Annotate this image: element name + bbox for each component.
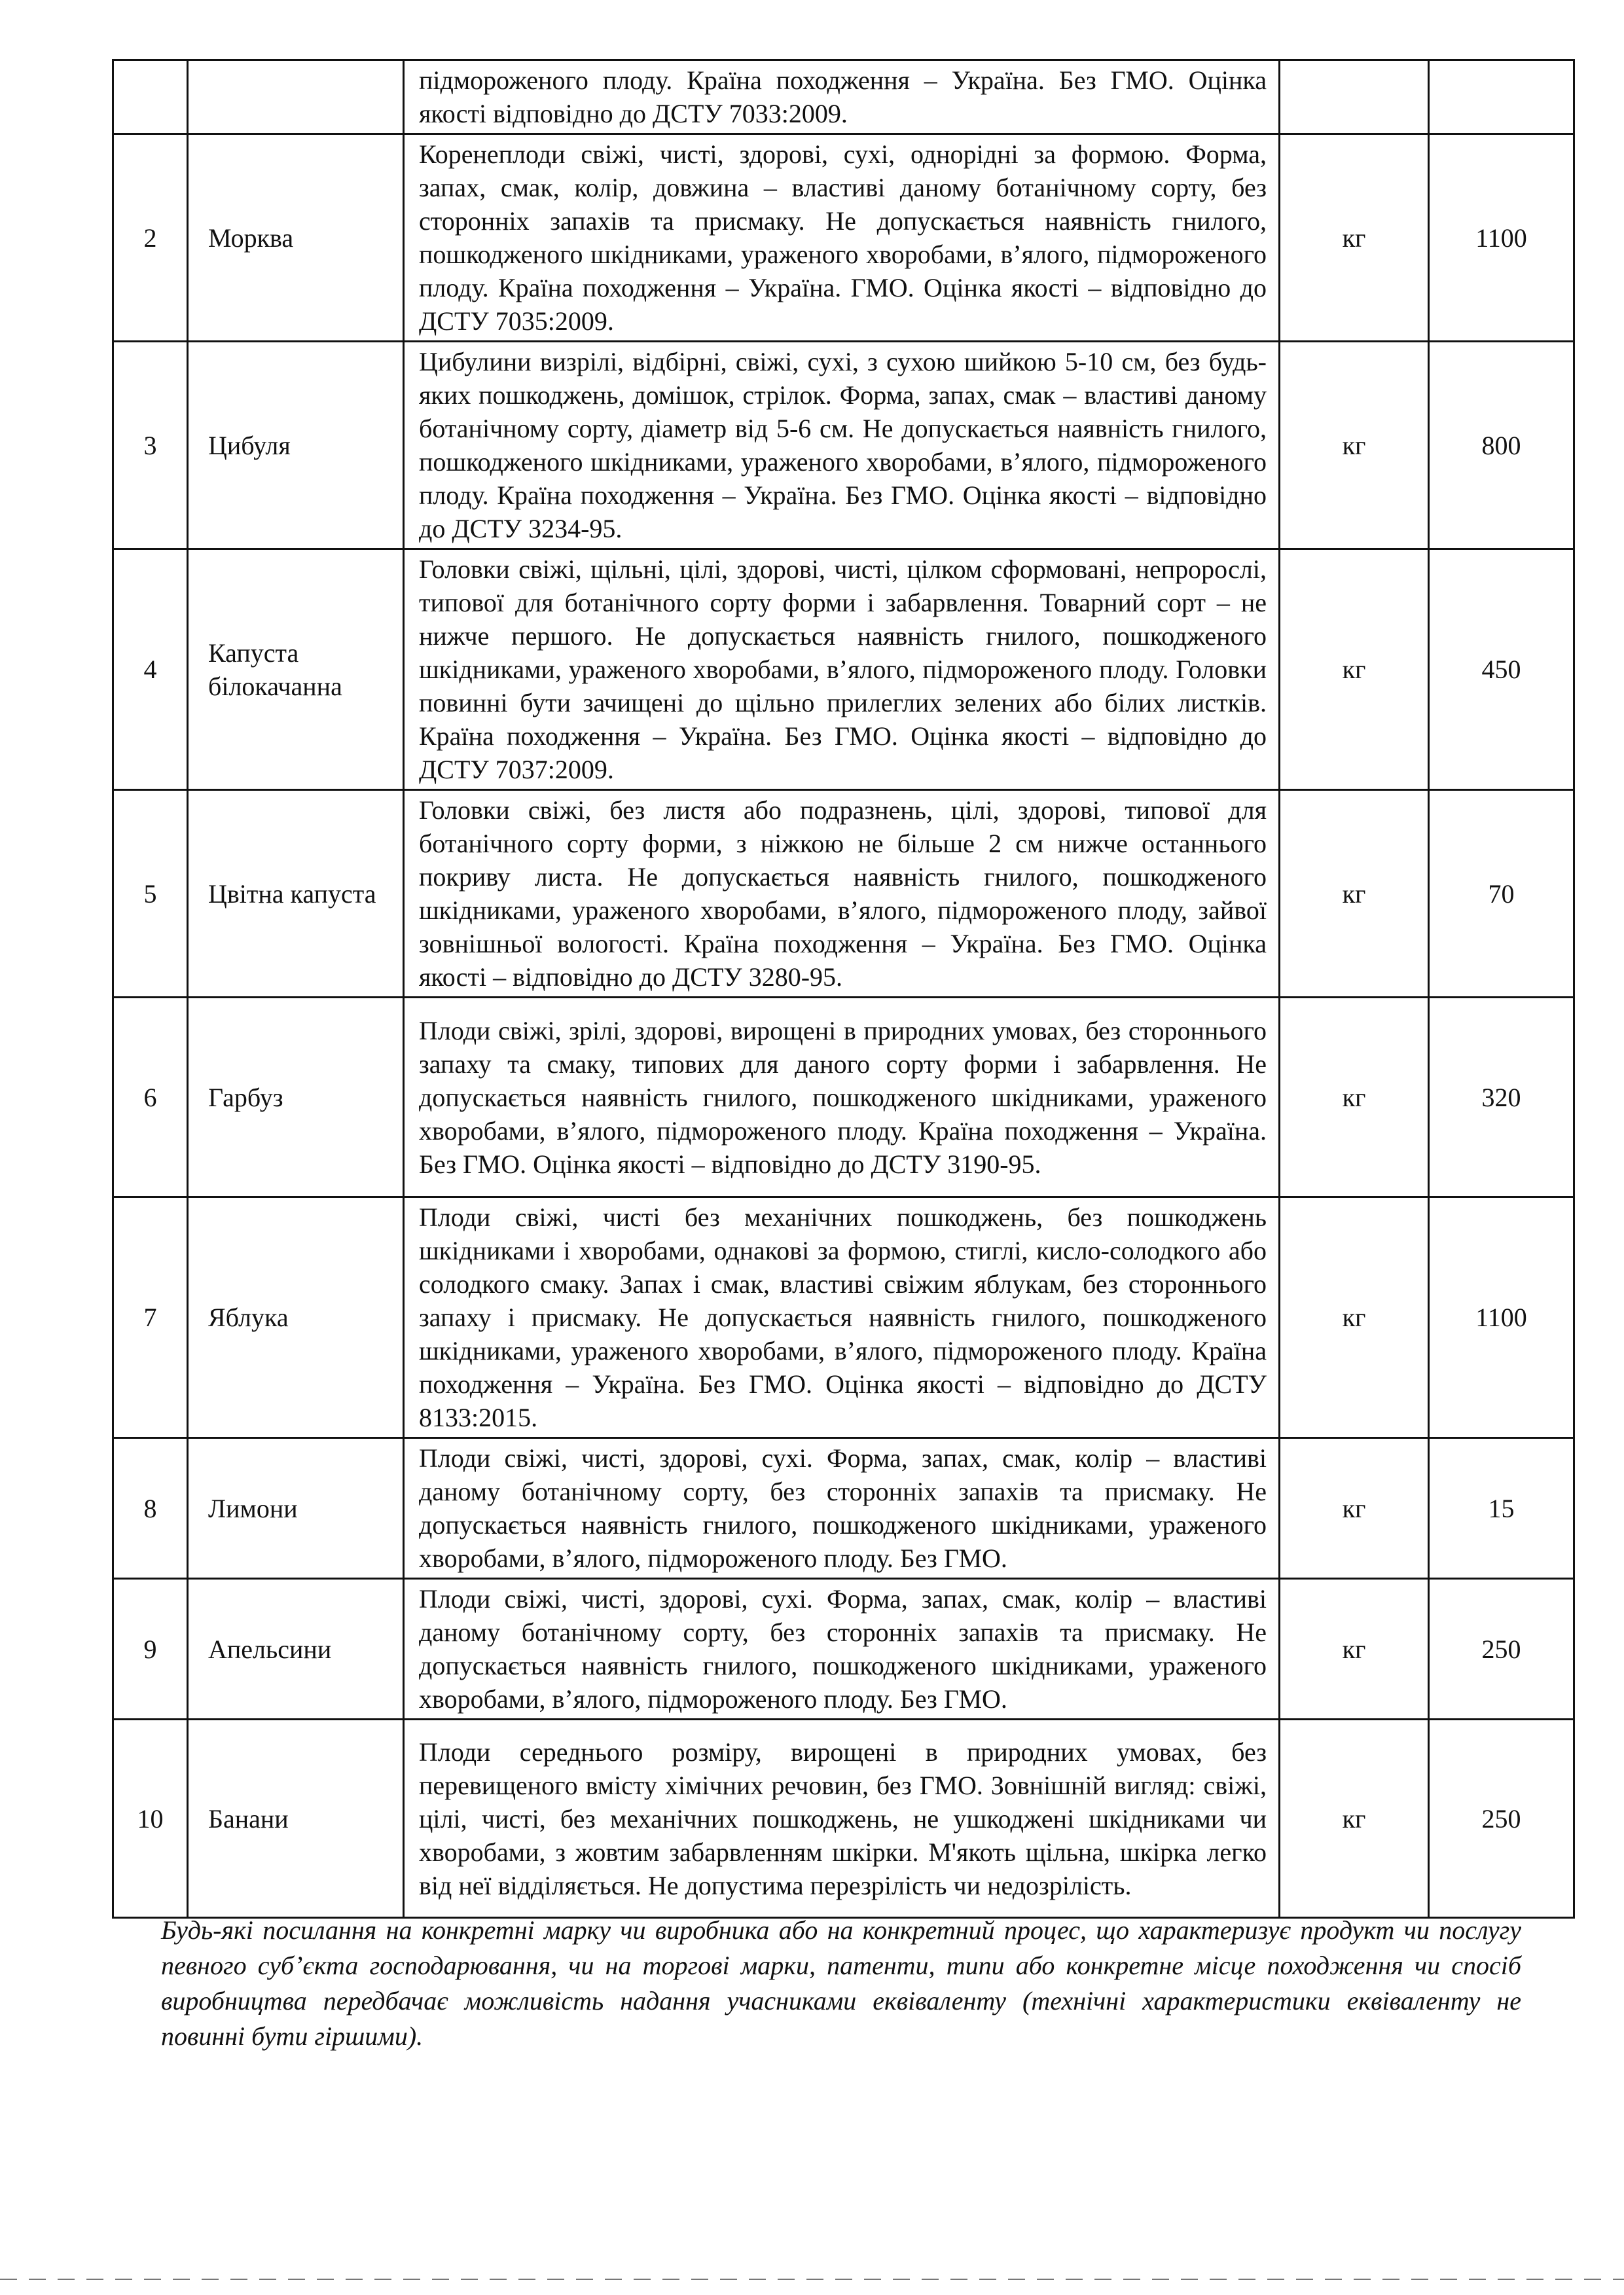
product-name: Апельсини: [188, 1579, 404, 1720]
unit: [1280, 60, 1429, 134]
quantity: [1429, 60, 1574, 134]
unit: кг: [1280, 1197, 1429, 1438]
products-table: [112, 59, 1575, 1919]
product-description: Коренеплоди свіжі, чисті, здорові, сухі, однорідні за формою. Форма, запах, смак, колір, довжина – властиві даному ботанічному сорту, без сторонніх запахів та присмаку. Не допускається наявність гнилого, пошкодженого шкідниками, ураженого хворобами, в’ялого, підмороженого плоду. Країна походження – Україна. ГМО. Оцінка якості – відповідно до ДСТУ 7035:2009.: [404, 134, 1280, 342]
table-row: [113, 998, 1574, 1197]
table-row: [113, 60, 1574, 134]
quantity: 250: [1429, 1720, 1574, 1918]
product-name: Банани: [188, 1720, 404, 1918]
quantity: 1100: [1429, 1197, 1574, 1438]
unit: кг: [1280, 1579, 1429, 1720]
table-row: [113, 790, 1574, 998]
product-description: Плоди свіжі, зрілі, здорові, вирощені в природних умовах, без стороннього запаху та смаку, типових для даного сорту форми і забарвлення. Не допускається наявність гнилого, пошкодженого шкідниками, ураженого хворобами, в’ялого, підмороженого плоду. Країна походження – Україна. Без ГМО. Оцінка якості – відповідно до ДСТУ 3190-95.: [404, 998, 1280, 1197]
unit: кг: [1280, 998, 1429, 1197]
row-number: 10: [113, 1720, 188, 1918]
unit: кг: [1280, 342, 1429, 549]
table-row: [113, 342, 1574, 549]
product-name: Цибуля: [188, 342, 404, 549]
quantity: 320: [1429, 998, 1574, 1197]
quantity: 250: [1429, 1579, 1574, 1720]
product-description: Головки свіжі, щільні, цілі, здорові, чисті, цілком сформовані, непророслі, типової для ботанічного сорту форми і забарвлення. Товарний сорт – не нижче першого. Не допускається наявність гнилого, пошкодженого шкідниками, ураженого хворобами, в’ялого, підмороженого плоду. Головки повинні бути зачищені до щільно прилеглих зелених або білих листків. Країна походження – Україна. Без ГМО. Оцінка якості – відповідно до ДСТУ 7037:2009.: [404, 549, 1280, 790]
product-description: Плоди свіжі, чисті, здорові, сухі. Форма, запах, смак, колір – властиві даному ботанічному сорту, без сторонніх запахів та присмаку. Не допускається наявність гнилого, пошкодженого шкідниками, ураженого хворобами, в’ялого, підмороженого плоду. Без ГМО.: [404, 1438, 1280, 1579]
product-description: Головки свіжі, без листя або подразнень, цілі, здорові, типової для ботанічного сорту форми, з ніжкою не більше 2 см нижче останнього покриву листа. Не допускається наявність гнилого, пошкодженого шкідниками, ураженого хворобами, в’ялого, підмороженого плоду, зайвої зовнішньої вологості. Країна походження – Україна. Без ГМО. Оцінка якості – відповідно до ДСТУ 3280-95.: [404, 790, 1280, 998]
product-name: Лимони: [188, 1438, 404, 1579]
product-description: Плоди свіжі, чисті, здорові, сухі. Форма, запах, смак, колір – властиві даному ботанічному сорту, без сторонніх запахів та присмаку. Не допускається наявність гнилого, пошкодженого шкідниками, ураженого хворобами, в’ялого, підмороженого плоду. Без ГМО.: [404, 1579, 1280, 1720]
unit: кг: [1280, 1438, 1429, 1579]
row-number: 2: [113, 134, 188, 342]
quantity: 1100: [1429, 134, 1574, 342]
row-number: 9: [113, 1579, 188, 1720]
row-number: 4: [113, 549, 188, 790]
product-description: Цибулини визрілі, відбірні, свіжі, сухі, з сухою шийкою 5-10 см, без будь-яких пошкоджень, домішок, стрілок. Форма, запах, смак – властиві даному ботанічному сорту, діаметр від 5-6 см. Не допускається наявність гнилого, пошкодженого шкідниками, ураженого хворобами, в’ялого, підмороженого плоду. Країна походження – Україна. Без ГМО. Оцінка якості – відповідно до ДСТУ 3234-95.: [404, 342, 1280, 549]
row-number: 3: [113, 342, 188, 549]
product-description: Плоди свіжі, чисті без механічних пошкоджень, без пошкоджень шкідниками і хворобами, однакові за формою, стиглі, кисло-солодкого або солодкого смаку. Запах і смак, властиві свіжим яблукам, без стороннього запаху і присмаку. Не допускається наявність гнилого, пошкодженого шкідниками, ураженого хворобами, в’ялого, підмороженого плоду. Країна походження – Україна. Без ГМО. Оцінка якості – відповідно до ДСТУ 8133:2015.: [404, 1197, 1280, 1438]
table-row: [113, 134, 1574, 342]
equivalence-note: Будь-які посилання на конкретні марку чи виробника або на конкретний процес, що характеризує продукт чи послугу певного суб’єкта господарювання, чи на торгові марки, патенти, типи або конкретне місце походження чи спосіб виробництва передбачає можливість надання учасниками еквіваленту (технічні характеристики еквіваленту не повинні бути гіршими).: [161, 1915, 1521, 2051]
row-number: 7: [113, 1197, 188, 1438]
quantity: 450: [1429, 549, 1574, 790]
table-row: [113, 549, 1574, 790]
product-name: Морква: [188, 134, 404, 342]
quantity: 15: [1429, 1438, 1574, 1579]
quantity: 70: [1429, 790, 1574, 998]
product-name: Яблука: [188, 1197, 404, 1438]
unit: кг: [1280, 790, 1429, 998]
row-number: 8: [113, 1438, 188, 1579]
row-number: [113, 60, 188, 134]
quantity: 800: [1429, 342, 1574, 549]
table-row: [113, 1197, 1574, 1438]
row-number: 5: [113, 790, 188, 998]
table-row: [113, 1720, 1574, 1918]
unit: кг: [1280, 1720, 1429, 1918]
table-row: [113, 1579, 1574, 1720]
product-description: підмороженого плоду. Країна походження – Україна. Без ГМО. Оцінка якості відповідно до ДСТУ 7033:2009.: [404, 60, 1280, 134]
product-name: Капуста білокачанна: [188, 549, 404, 790]
product-name: Гарбуз: [188, 998, 404, 1197]
unit: кг: [1280, 134, 1429, 342]
product-name: Цвітна капуста: [188, 790, 404, 998]
product-description: Плоди середнього розміру, вирощені в природних умовах, без перевищеного вмісту хімічних речовин, без ГМО. Зовнішній вигляд: свіжі, цілі, чисті, без механічних пошкоджень, не ушкоджені шкідниками чи хворобами, з жовтим забарвленням шкірки. М'якоть щільна, шкірка легко від неї відділяється. Не допустима перезрілість чи недозрілість.: [404, 1720, 1280, 1918]
scan-edge-divider: [0, 2279, 1624, 2280]
product-name: [188, 60, 404, 134]
row-number: 6: [113, 998, 188, 1197]
table-row: [113, 1438, 1574, 1579]
unit: кг: [1280, 549, 1429, 790]
